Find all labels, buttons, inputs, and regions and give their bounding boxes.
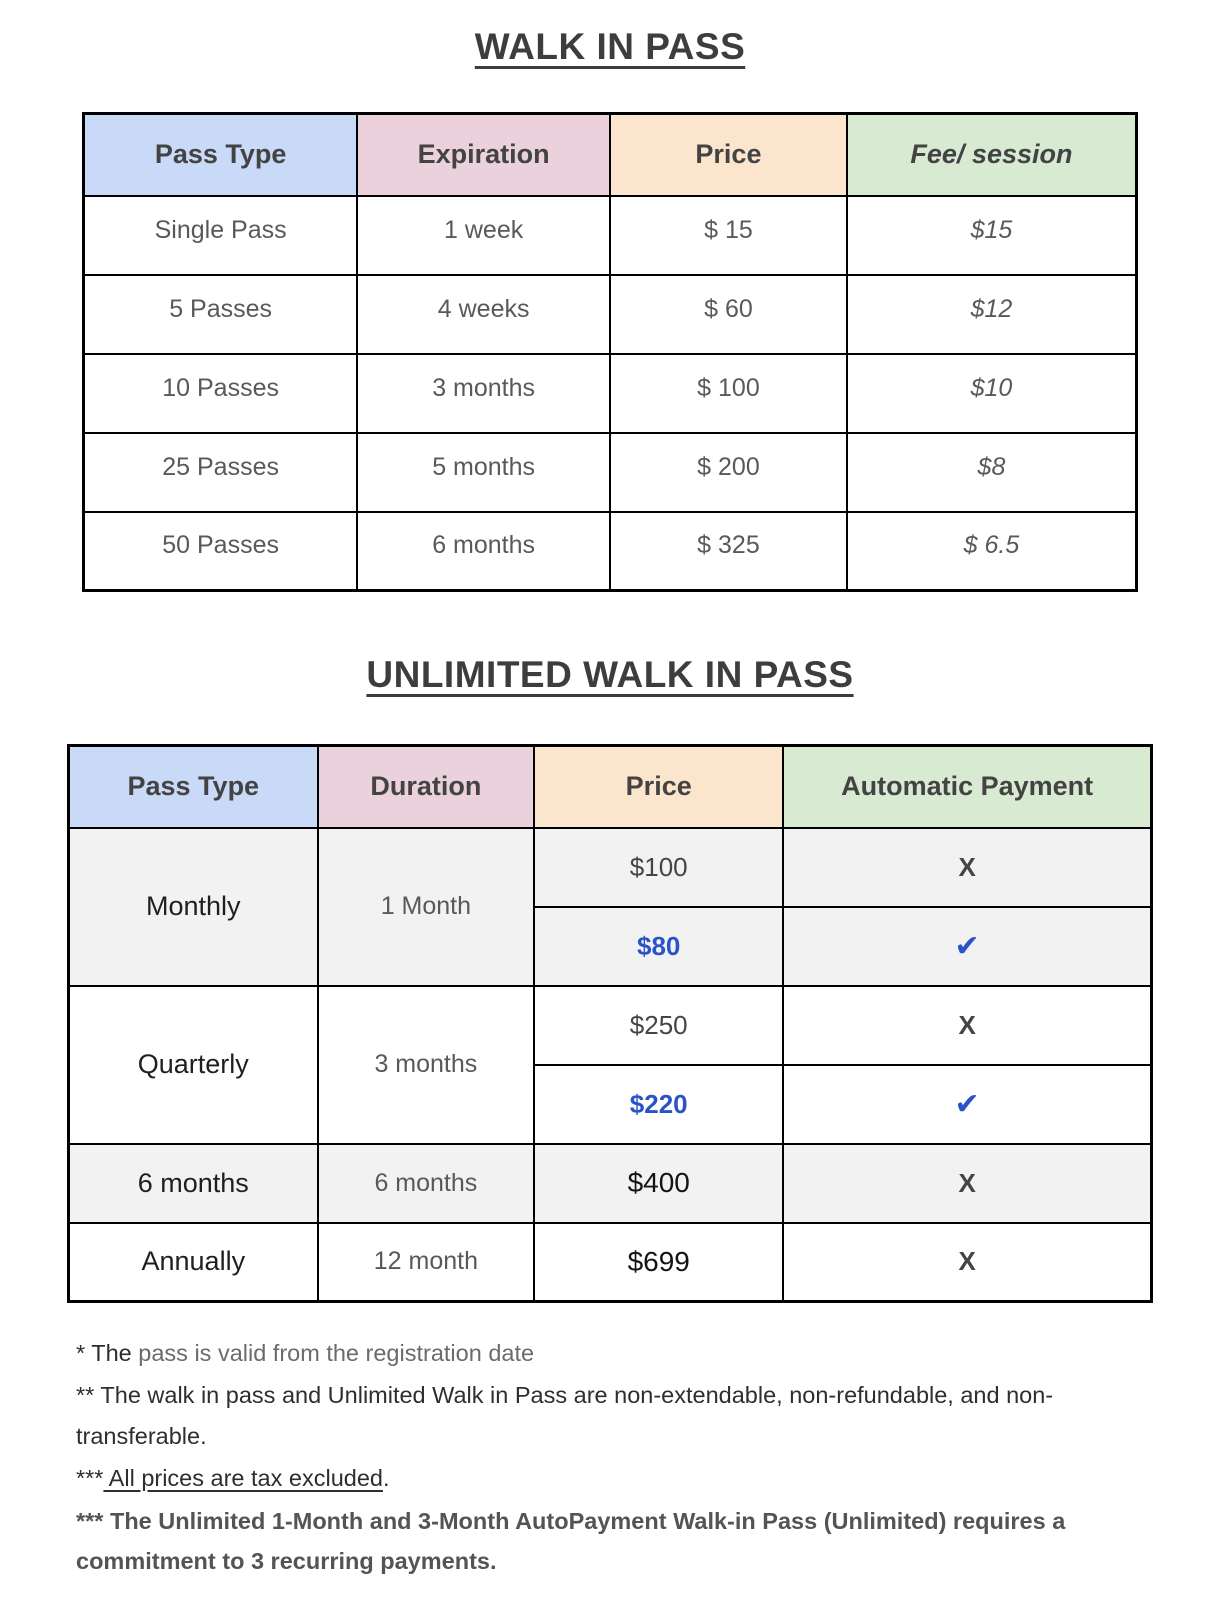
header-price: Price bbox=[610, 114, 847, 196]
cell-price: $699 bbox=[534, 1223, 783, 1302]
check-icon: ✔ bbox=[783, 1065, 1151, 1144]
footnote-prefix: * The bbox=[76, 1340, 139, 1366]
cell-price: $ 100 bbox=[610, 354, 847, 433]
cell-pass-type: 5 Passes bbox=[84, 275, 358, 354]
cell-pass-type: Annually bbox=[69, 1223, 318, 1302]
table-row bbox=[69, 1223, 1152, 1302]
cell-fee: $12 bbox=[847, 275, 1137, 354]
cell-auto-payment: X bbox=[783, 828, 1151, 907]
header-expiration: Expiration bbox=[357, 114, 610, 196]
cell-pass-type: Quarterly bbox=[69, 986, 318, 1144]
header-automatic-payment: Automatic Payment bbox=[783, 746, 1151, 828]
cell-price: $ 200 bbox=[610, 433, 847, 512]
table-row bbox=[69, 828, 1152, 907]
header-price: Price bbox=[534, 746, 783, 828]
footnote-recurring-payments: *** The Unlimited 1-Month and 3-Month AutoPayment Walk-in Pass (Unlimited) requires a commitment to 3 recurring payments. bbox=[76, 1507, 1066, 1575]
cell-price: $250 bbox=[534, 986, 783, 1065]
cell-expiration: 4 weeks bbox=[357, 275, 610, 354]
walk-in-pass-title: WALK IN PASS bbox=[474, 26, 746, 67]
cell-price: $ 325 bbox=[610, 512, 847, 591]
cell-price: $400 bbox=[534, 1144, 783, 1223]
cell-price: $100 bbox=[534, 828, 783, 907]
unlimited-header-row bbox=[69, 746, 1152, 828]
cell-pass-type: 50 Passes bbox=[84, 512, 358, 591]
walk-in-pass-table bbox=[82, 112, 1138, 592]
cell-fee: $15 bbox=[847, 196, 1137, 275]
cell-fee: $8 bbox=[847, 433, 1137, 512]
cell-price: $ 60 bbox=[610, 275, 847, 354]
cell-pass-type: 25 Passes bbox=[84, 433, 358, 512]
footnotes bbox=[76, 1333, 1176, 1581]
table-row bbox=[69, 1144, 1152, 1223]
cell-expiration: 5 months bbox=[357, 433, 610, 512]
cell-auto-payment: X bbox=[783, 1144, 1151, 1223]
cell-pass-type: Monthly bbox=[69, 828, 318, 986]
cell-duration: 12 month bbox=[318, 1223, 535, 1302]
cell-price: $80 bbox=[534, 907, 783, 986]
table-row bbox=[84, 275, 1137, 354]
cell-expiration: 6 months bbox=[357, 512, 610, 591]
unlimited-walk-in-pass-title: UNLIMITED WALK IN PASS bbox=[366, 654, 854, 695]
cell-auto-payment: X bbox=[783, 1223, 1151, 1302]
footnote-tax-excluded bbox=[76, 1458, 1176, 1498]
table-row bbox=[84, 354, 1137, 433]
header-fee-session: Fee/ session bbox=[847, 114, 1137, 196]
cell-fee: $10 bbox=[847, 354, 1137, 433]
footnote-stars: *** bbox=[76, 1465, 104, 1492]
cell-pass-type: Single Pass bbox=[84, 196, 358, 275]
table-row bbox=[69, 986, 1152, 1065]
header-pass-type: Pass Type bbox=[69, 746, 318, 828]
cell-duration: 1 Month bbox=[318, 828, 535, 986]
walk-in-header-row bbox=[84, 114, 1137, 196]
table-row bbox=[84, 512, 1137, 591]
footnote-text: pass is valid from the registration date bbox=[138, 1340, 535, 1366]
footnote-registration-date bbox=[76, 1333, 1176, 1373]
cell-expiration: 1 week bbox=[357, 196, 610, 275]
cell-pass-type: 6 months bbox=[69, 1144, 318, 1223]
footnote-underlined-text: All prices are tax excluded bbox=[103, 1465, 383, 1492]
footnote-period: . bbox=[382, 1465, 390, 1492]
footnote-non-refundable: ** The walk in pass and Unlimited Walk in Pass are non-extendable, non-refundable, and non-transferable. bbox=[76, 1382, 1054, 1449]
check-icon: ✔ bbox=[783, 907, 1151, 986]
table-row bbox=[84, 433, 1137, 512]
header-duration: Duration bbox=[318, 746, 535, 828]
cell-duration: 6 months bbox=[318, 1144, 535, 1223]
cell-price: $220 bbox=[534, 1065, 783, 1144]
cell-auto-payment: X bbox=[783, 986, 1151, 1065]
cell-price: $ 15 bbox=[610, 196, 847, 275]
table-row bbox=[84, 196, 1137, 275]
cell-fee: $ 6.5 bbox=[847, 512, 1137, 591]
unlimited-walk-in-pass-table bbox=[67, 744, 1153, 1303]
header-pass-type: Pass Type bbox=[84, 114, 358, 196]
cell-pass-type: 10 Passes bbox=[84, 354, 358, 433]
cell-expiration: 3 months bbox=[357, 354, 610, 433]
cell-duration: 3 months bbox=[318, 986, 535, 1144]
